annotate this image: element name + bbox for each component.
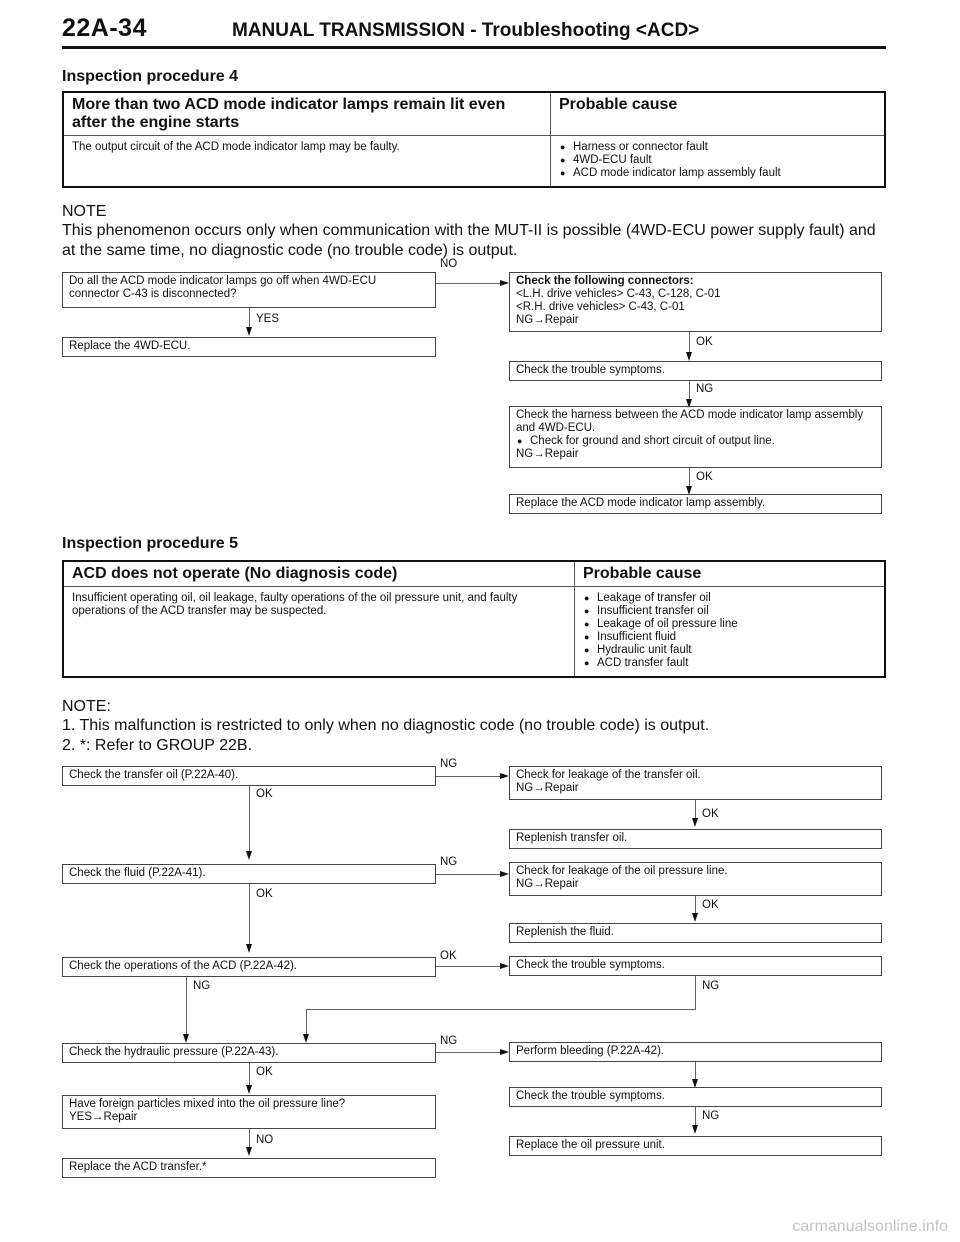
header-rule <box>62 46 886 49</box>
proc5-table <box>62 560 886 678</box>
flow4-connectors-repair: NG→Repair <box>516 314 579 326</box>
watermark: carmanualsonline.info <box>792 1218 948 1235</box>
flow5-ng-f-label: NG <box>702 980 720 992</box>
flow5-ng-h-label: NG <box>702 1110 720 1122</box>
flow5-ng-g-label: NG <box>440 1035 458 1047</box>
proc5-note-1: 1. This malfunction is restricted to only when no diagnostic code (no trouble code) is output. <box>62 717 710 734</box>
proc5-note-title: NOTE: <box>62 698 111 715</box>
flow5-leak-line-repair: NG→Repair <box>516 878 579 890</box>
proc5-symptom: ACD does not operate (No diagnosis code) <box>63 561 575 587</box>
list-item: ● Hydraulic unit fault <box>583 644 876 657</box>
flow4-harness-line2: ● Check for ground and short circuit of output line. <box>516 435 875 448</box>
arrow-down-icon <box>303 1034 309 1043</box>
flow5-line <box>306 1009 696 1010</box>
flow5-ng-e-label: NG <box>193 980 211 992</box>
flow4-ok1-label: OK <box>696 336 713 348</box>
flow5-leak-line-text: Check for leakage of the oil pressure line. <box>516 865 728 877</box>
flow5-fluid-box: Check the fluid (P.22A-41). <box>62 864 436 884</box>
flow5-line <box>695 1107 696 1127</box>
list-item: ● ACD mode indicator lamp assembly fault <box>559 167 876 180</box>
flow4-connectors-rh: <R.H. drive vehicles> C-43, C-01 <box>516 301 685 313</box>
flow5-line <box>249 884 250 946</box>
flow5-line <box>436 874 501 875</box>
proc4-cause-header: Probable cause <box>551 92 886 136</box>
arrow-down-icon <box>692 818 698 827</box>
arrow-right-icon <box>500 773 509 779</box>
arrow-down-icon <box>246 851 252 860</box>
arrow-down-icon <box>183 1034 189 1043</box>
flow5-leak-transfer-text: Check for leakage of the transfer oil. <box>516 769 701 781</box>
flow5-ok-g-label: OK <box>256 1066 273 1078</box>
list-item: ● Insufficient transfer oil <box>583 605 876 618</box>
arrow-down-icon <box>246 327 252 336</box>
proc4-symptom: More than two ACD mode indicator lamps remain lit even after the engine starts <box>63 92 551 136</box>
proc4-causes <box>551 136 886 188</box>
flow4-line <box>436 283 501 284</box>
flow5-leak-transfer-repair: NG→Repair <box>516 782 579 794</box>
arrow-down-icon <box>246 1085 252 1094</box>
flow5-trouble-a-box: Check the trouble symptoms. <box>509 956 882 976</box>
flow5-replenish-oil-box: Replenish transfer oil. <box>509 829 882 849</box>
arrow-right-icon <box>500 871 509 877</box>
flow5-particles-text: Have foreign particles mixed into the oil pressure line? <box>69 1098 346 1110</box>
flow5-bleeding-box: Perform bleeding (P.22A-42). <box>509 1042 882 1062</box>
flow4-harness-repair: NG→Repair <box>516 448 579 460</box>
flow5-replace-unit-box: Replace the oil pressure unit. <box>509 1136 882 1156</box>
flow5-ng-a-label: NG <box>440 758 458 770</box>
flow4-ng1-label: NG <box>696 383 714 395</box>
proc4-note-text: This phenomenon occurs only when communication with the MUT-II is possible (4WD-ECU power supply fault) and at the same time, no diagnostic code (no trouble code) is output. <box>62 222 876 259</box>
flow4-harness-line1: Check the harness between the ACD mode indicator lamp assembly and 4WD-ECU. <box>516 409 864 434</box>
proc5-causes <box>575 587 886 678</box>
arrow-down-icon <box>246 944 252 953</box>
flow5-ng-c-label: NG <box>440 856 458 868</box>
flow5-line <box>186 977 187 1036</box>
list-item: ● Leakage of transfer oil <box>583 592 876 605</box>
flow5-line <box>249 1129 250 1149</box>
flow5-trouble-b-box: Check the trouble symptoms. <box>509 1087 882 1107</box>
flow5-line <box>436 776 501 777</box>
arrow-down-icon <box>686 352 692 361</box>
arrow-right-icon <box>500 1049 509 1055</box>
flow5-ok-a-label: OK <box>256 788 273 800</box>
flow5-replace-transfer-box: Replace the ACD transfer.* <box>62 1158 436 1178</box>
flow4-q1-box: Do all the ACD mode indicator lamps go off when 4WD-ECU connector C-43 is disconnected? <box>62 272 436 308</box>
flow5-leak-transfer-box <box>509 766 882 800</box>
flow4-replace-ecu-box: Replace the 4WD-ECU. <box>62 337 436 357</box>
flow4-trouble-box: Check the trouble symptoms. <box>509 361 882 381</box>
proc5-cause-header: Probable cause <box>575 561 886 587</box>
proc5-description: Insufficient operating oil, oil leakage, faulty operations of the oil pressure unit, and faulty operations of the ACD transfer may be suspected. <box>72 592 518 617</box>
flow5-ok-e-label: OK <box>440 950 457 962</box>
proc4-note-title: NOTE <box>62 203 107 220</box>
flow4-ok2-label: OK <box>696 471 713 483</box>
flow5-particles-repair: YES→Repair <box>69 1111 138 1123</box>
page-title: MANUAL TRANSMISSION - Troubleshooting <ACD> <box>232 20 700 41</box>
flow5-ok-c-label: OK <box>256 888 273 900</box>
flow4-harness-box <box>509 406 882 468</box>
list-item: ● Insufficient fluid <box>583 631 876 644</box>
flow5-line <box>249 786 250 854</box>
flow5-ok-b-label: OK <box>702 808 719 820</box>
flow5-operations-box: Check the operations of the ACD (P.22A-42). <box>62 957 436 977</box>
flow5-leak-line-box <box>509 862 882 896</box>
flow5-line <box>306 1009 307 1036</box>
arrow-right-icon <box>500 280 509 286</box>
list-item: ● Leakage of oil pressure line <box>583 618 876 631</box>
proc5-heading: Inspection procedure 5 <box>62 535 239 552</box>
flow5-line <box>695 800 696 820</box>
list-item: ● 4WD-ECU fault <box>559 154 876 167</box>
proc4-description: The output circuit of the ACD mode indicator lamp may be faulty. <box>72 141 400 153</box>
arrow-down-icon <box>246 1147 252 1156</box>
flow5-line <box>249 1063 250 1087</box>
flow5-line <box>695 976 696 1010</box>
flow5-line <box>436 1052 501 1053</box>
flow5-line <box>436 966 501 967</box>
proc4-heading: Inspection procedure 4 <box>62 68 239 85</box>
flow4-no-label: NO <box>440 258 458 270</box>
flow4-connectors-box <box>509 272 882 332</box>
flow5-particles-box <box>62 1095 436 1129</box>
list-item: ● Harness or connector fault <box>559 141 876 154</box>
page-number: 22A-34 <box>62 14 147 42</box>
flow5-hydraulic-box: Check the hydraulic pressure (P.22A-43). <box>62 1043 436 1063</box>
flow4-line <box>689 332 690 354</box>
flow5-ok-d-label: OK <box>702 899 719 911</box>
proc4-table <box>62 91 886 188</box>
proc5-note-2: 2. *: Refer to GROUP 22B. <box>62 737 253 754</box>
flow5-transfer-oil-box: Check the transfer oil (P.22A-40). <box>62 766 436 786</box>
flow4-connectors-lh: <L.H. drive vehicles> C-43, C-128, C-01 <box>516 288 721 300</box>
arrow-right-icon <box>500 963 509 969</box>
flow5-replenish-fluid-box: Replenish the fluid. <box>509 923 882 943</box>
arrow-down-icon <box>692 1125 698 1134</box>
list-item: ● ACD transfer fault <box>583 657 876 670</box>
flow4-replace-lamp-box: Replace the ACD mode indicator lamp assembly. <box>509 494 882 514</box>
arrow-down-icon <box>692 913 698 922</box>
flow4-yes-label: YES <box>256 313 280 325</box>
flow5-no-h-label: NO <box>256 1134 274 1146</box>
flow4-connectors-title: Check the following connectors: <box>516 275 694 287</box>
